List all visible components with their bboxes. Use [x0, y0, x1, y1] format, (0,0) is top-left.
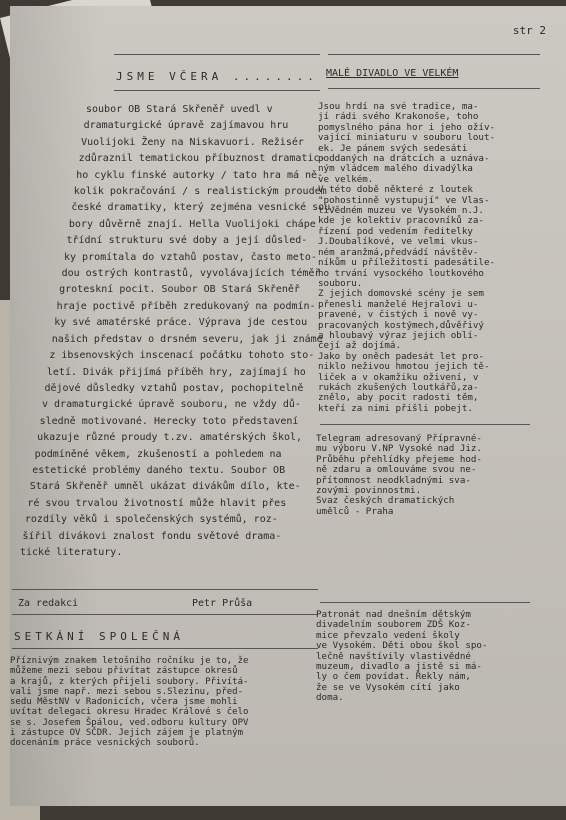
telegram-rule-top — [320, 424, 530, 425]
text-line: podmíněné věkem, zkušeností a pohledem na — [34, 448, 282, 460]
heading2-underline — [12, 648, 318, 649]
puppet-theatre-article — [318, 102, 538, 414]
text-line: v dramaturgické úpravě souboru, ne vždy dů- — [42, 399, 301, 411]
text-line: vající miniaturu v souboru lout- — [318, 132, 496, 144]
text-line: rozdíly věků i společenských systémů, roz- — [24, 514, 278, 526]
text-line: Jako by oněch padesát let pro- — [318, 350, 484, 362]
text-line: zovými povinnostmi. — [316, 485, 422, 497]
text-line: divadelním souborem ZDŠ Koz- — [316, 619, 471, 631]
text-line: vali jsme např. mezi sebou s.Slezinu, před- — [10, 686, 243, 697]
text-line: niklo neživou hmotou jejich tě- — [318, 361, 490, 373]
text-line: i zástupce OV SČDR. Jejich zájem je platným — [10, 728, 243, 739]
top-rule-left — [114, 54, 320, 55]
text-line: ném aranžmá,předvádí návštěv- — [318, 246, 479, 258]
text-line: docenáním práce vesnických souborů. — [10, 738, 200, 749]
text-line: sledně motivované. Herecky toto představení — [39, 415, 299, 427]
text-line: Telegram adresovaný Přípravné- — [316, 433, 482, 444]
text-line: čejí až dojímá. — [318, 340, 401, 352]
telegram-article — [316, 434, 536, 517]
review-article — [20, 102, 337, 561]
text-line: pravené, v čistých i nově vy- — [318, 309, 479, 321]
text-line: můžeme mezi sebou přivítat zástupce okresů — [10, 666, 238, 677]
text-line: Z jejich domovské scény je sem — [318, 288, 484, 300]
text-line: umělců - Praha — [316, 505, 394, 517]
text-line: přítomnost neodkladnými sva- — [316, 474, 471, 486]
byline-name: Petr Průša — [192, 598, 253, 609]
text-line: dějové důsledky vztahů postav, pochopitelně — [44, 382, 304, 394]
patronage-article — [316, 610, 536, 704]
text-line: že se ve Vysokém cítí jako — [316, 681, 460, 693]
text-line: mu výboru V.NP Vysoké nad Jiz. — [316, 443, 482, 455]
text-line: Příznivým znakem letošního ročníku je to, že — [10, 656, 249, 666]
text-line: kteří za nimi přišli pobejt. — [318, 402, 473, 414]
heading-jsme-vcera: JSME VČERA ........ — [116, 70, 318, 83]
text-line: a hloubavý výraz jejich oblí- — [318, 329, 479, 341]
text-line: se s. Josefem Špálou, ved.odboru kultury OPV — [10, 717, 249, 728]
text-line: liček a v okamžiku oživení, v — [318, 371, 479, 383]
heading-male-divadlo: MALÉ DIVADLO VE VELKÉM — [326, 68, 459, 79]
text-line: "pohostinně vystupují" ve Vlas- — [318, 194, 490, 206]
text-line: níkům u příležitosti padesátile- — [318, 257, 496, 269]
text-line: uvítat delegaci okresu Hradec Králové s čelo — [10, 707, 249, 718]
text-line: ho trvání vysockého loutkového — [318, 267, 484, 279]
text-line: ky své amatérské práce. Výprava jde cestou — [54, 317, 308, 329]
text-line: jí rádi svého Krakonoše, toho — [318, 111, 479, 123]
text-line: Stará Skřeněř umněl ukázat divákům dílo, kte- — [29, 481, 301, 493]
text-line: pomyslného pána hor i jeho ožív- — [318, 121, 496, 133]
text-line: Průběhu přehlídky přejeme hod- — [316, 453, 482, 465]
text-line: ně zdaru a omlouváme svou ne- — [316, 464, 477, 476]
text-line: letí. Divák přijímá příběh hry, zajímají ho — [46, 366, 306, 378]
text-line: našich představ o drsném severu, jak ji známe — [51, 333, 323, 345]
text-line: J.Doubalíkové, ve velmi vkus- — [318, 236, 479, 248]
heading-setkani: SETKÁNÍ SPOLEČNÁ — [14, 630, 184, 643]
byline-label: Za redakci — [18, 598, 79, 609]
text-line: sedu MěstNV v Radonicích, včera jsme mohli — [10, 697, 238, 708]
document-page — [10, 6, 566, 806]
text-line: muzeum, divadlo a jistě si má- — [316, 661, 482, 673]
text-line: tivědném muzeu ve Vysokém n.J. — [318, 205, 484, 217]
heading-underline-left — [114, 90, 320, 91]
text-line: a krajů, z kterých přijeli soubory. Přivítá- — [10, 676, 249, 687]
text-line: pracovaných kostýmech,důvěřivý — [318, 319, 484, 331]
text-line: V této době některé z loutek — [318, 184, 473, 196]
text-line: estetické problémy daného textu. Soubor OB — [32, 464, 286, 476]
text-line: ho cyklu finské autorky / tato hra má ně- — [76, 169, 324, 181]
text-line: tické literatury. — [20, 546, 123, 558]
text-line: kde je kolektiv pracovníků za- — [318, 215, 484, 227]
text-line: Vuolijoki Ženy na Niskavuori. Režisér — [81, 136, 304, 148]
setkani-article — [10, 656, 320, 749]
text-line: poddaných na drátcích a uznáva- — [318, 153, 490, 165]
top-rule-right — [328, 54, 540, 55]
text-line: rukách zkušených loutkářů,za- — [318, 381, 479, 393]
text-line: ve Vysokém. Děti obou škol spo- — [316, 640, 488, 652]
text-line: doma. — [316, 692, 344, 704]
page-number: str 2 — [512, 24, 546, 37]
text-line: z ibsenovských inscenací počátku tohoto sto- — [49, 350, 315, 362]
text-line: Patronát nad dnešním dětským — [316, 609, 471, 620]
text-line: bory důvěrně znají. Hella Vuolijoki chápe — [68, 218, 316, 230]
text-line: zdůraznil tematickou příbuznost dramatic- — [78, 153, 326, 165]
heading-underline-right — [328, 88, 540, 89]
text-line: soubor OB Stará Skřeněř uvedl v — [86, 104, 273, 115]
text-line: mice převzalo vedení školy — [316, 629, 460, 641]
telegram-rule-bottom — [320, 602, 530, 603]
byline-rule-bottom — [12, 614, 318, 615]
text-line: ek. Je pánem svých sedesáti — [318, 142, 468, 154]
byline-rule-top — [12, 589, 318, 590]
text-line: ve velkém. — [318, 173, 374, 185]
text-line: Svaz českých dramatických — [316, 495, 455, 507]
text-line: groteskní pocit. Soubor OB Stará Skřeněř — [59, 284, 300, 296]
text-line: řízení pod vedením ředitelky — [318, 225, 473, 237]
text-line: souboru. — [318, 277, 363, 289]
text-line: hraje poctivě příběh zredukovaný na podmín- — [56, 300, 316, 312]
text-line: ným vládcem malého divadýlka — [318, 163, 473, 175]
text-line: šířil divákovi znalost fondu světové drama- — [22, 530, 282, 542]
text-line: dramaturgické úpravě zajímavou hru — [83, 120, 289, 132]
text-line: dou ostrých kontrastů, vyvolávajících téměř — [61, 268, 321, 280]
text-line: ky promítala do vztahů postav, často meto- — [64, 251, 317, 263]
text-line: Jsou hrdí na své tradice, ma- — [318, 101, 479, 112]
text-line: české dramatiky, který zejména vesnické sou- — [71, 202, 337, 214]
text-line: ly o čem povídat. Řekly nám, — [316, 671, 471, 683]
text-line: ukazuje různé proudy t.zv. amatérských škol, — [37, 432, 303, 444]
text-line: přenesli manželé Hejralovi u- — [318, 298, 479, 310]
text-line: lečně navštívily vlastivědné — [316, 650, 471, 662]
text-line: znělo, aby pocit radosti těm, — [318, 392, 479, 404]
text-line: třídní strukturu své doby a její důsled- — [66, 235, 308, 247]
text-line: ré svou trvalou životností může hlavit přes — [27, 497, 287, 509]
text-line: kolik pokračování / s realistickým proudem — [73, 186, 327, 198]
